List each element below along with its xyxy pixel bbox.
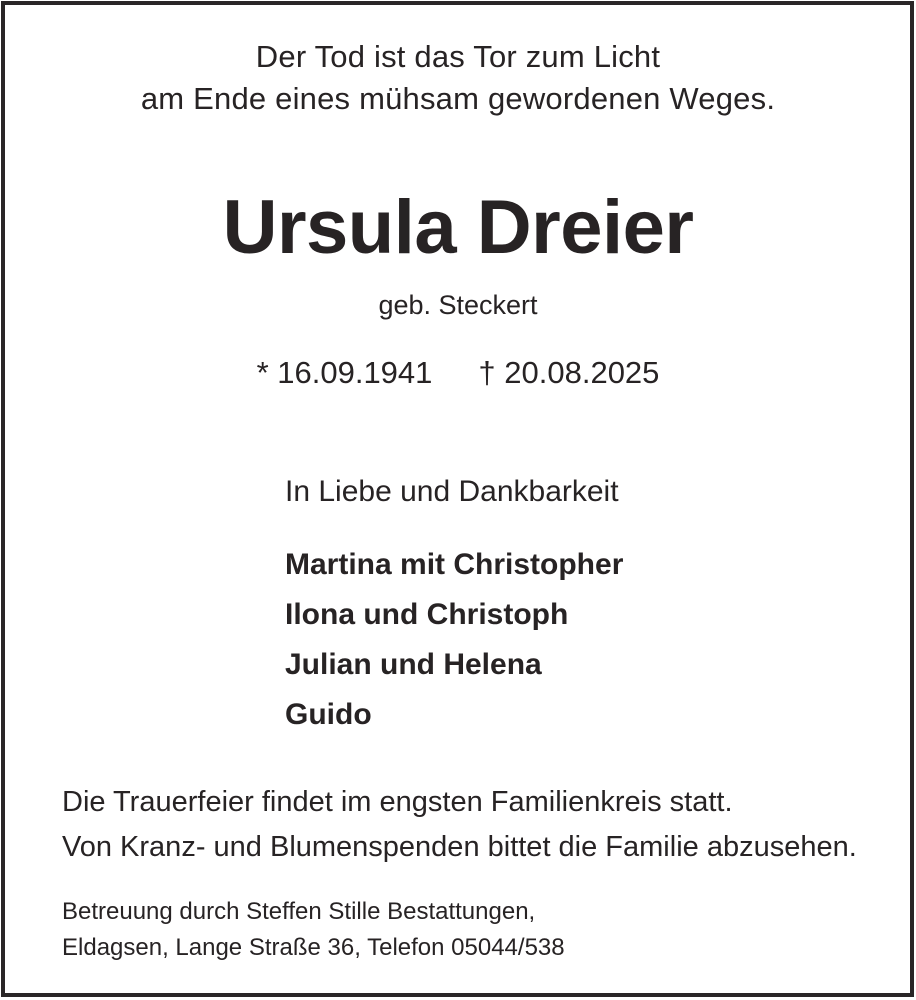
- mourner-line: Ilona und Christoph: [285, 598, 569, 631]
- mourners-list: [285, 540, 876, 740]
- mourner-line: Martina mit Christopher: [285, 548, 624, 581]
- funeral-home-line-2: Eldagsen, Lange Straße 36, Telefon 05044/538: [62, 934, 565, 961]
- life-dates: [0, 352, 916, 394]
- service-info: [62, 780, 896, 870]
- birth-date: * 16.09.1941: [256, 355, 433, 390]
- verse: [0, 36, 916, 120]
- funeral-home-info: [62, 894, 896, 966]
- death-date: † 20.08.2025: [478, 355, 660, 390]
- tribute-section: [285, 472, 876, 740]
- verse-line-2: am Ende eines mühsam gewordenen Weges.: [140, 81, 776, 116]
- maiden-name: geb. Steckert: [378, 290, 538, 320]
- mourner-line: Guido: [285, 698, 372, 731]
- deceased-name: Ursula Dreier: [222, 185, 694, 270]
- mourner-line: Julian und Helena: [285, 648, 542, 681]
- verse-line-1: Der Tod ist das Tor zum Licht: [255, 39, 661, 74]
- funeral-home-line-1: Betreuung durch Steffen Stille Bestattungen,: [62, 898, 536, 925]
- tribute-intro: In Liebe und Dankbarkeit: [285, 475, 619, 508]
- service-info-line-1: Die Trauerfeier findet im engsten Familienkreis statt.: [62, 786, 733, 818]
- service-info-line-2: Von Kranz- und Blumenspenden bittet die Familie abzusehen.: [62, 831, 857, 863]
